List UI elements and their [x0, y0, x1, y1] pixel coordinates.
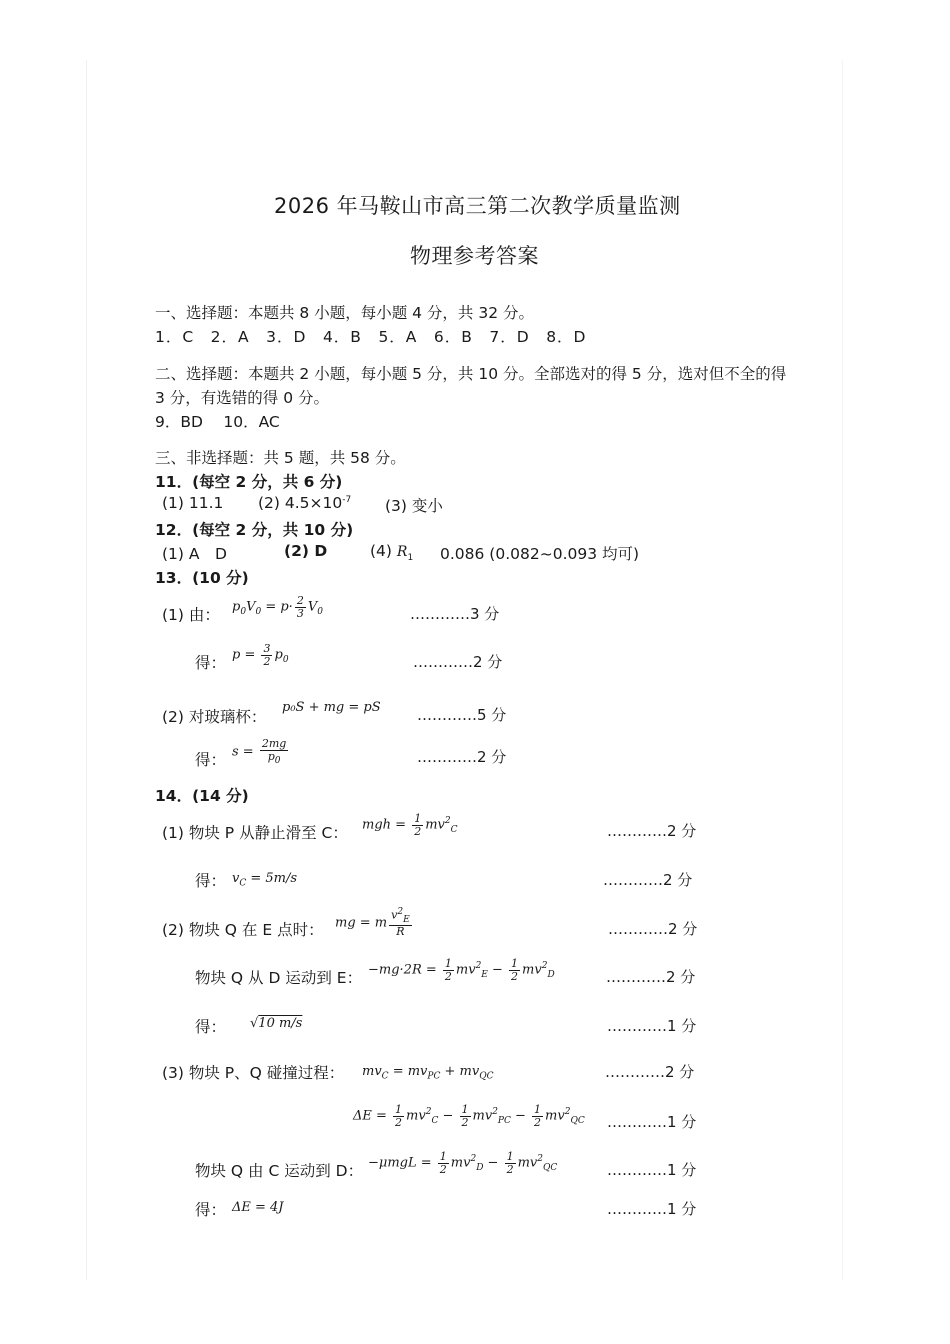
q14-step9-label: 得： [195, 1201, 227, 1219]
q14-step3-equation: mg = m $\frac{v^2_E}{R}$ [335, 907, 410, 939]
q14-step4-equation: −mg·2R = $\frac{1}{2}$ $mv^2_E$ − $\frac{1}{2}$ $mv^2_D$ [368, 957, 555, 983]
q12-heading: 12．(每空 2 分，共 10 分) [155, 521, 354, 539]
q14-step5-score: …………1 分 [607, 1017, 697, 1035]
q12-answer-4: (4) $R_1$ [370, 542, 414, 564]
q11-answer-1: (1) 11.1 [162, 494, 224, 512]
q13-step1-label: (1) 由： [162, 606, 220, 624]
q13-step3-label: (2) 对玻璃杯： [162, 708, 267, 726]
q14-step5-equation: √10 m/s [250, 1016, 303, 1031]
q14-step2-label: 得： [195, 872, 227, 890]
q13-step2-label: 得： [195, 654, 227, 672]
q14-step4-label: 物块 Q 从 D 运动到 E： [195, 969, 363, 987]
q14-heading: 14．(14 分) [155, 787, 249, 805]
q14-step7-score: …………1 分 [607, 1113, 697, 1131]
section-2-answers: 9．BD 10．AC [155, 413, 280, 431]
q14-step1-label: (1) 物块 P 从静止滑至 C： [162, 824, 348, 842]
section-3-heading: 三、非选择题：共 5 题，共 58 分。 [155, 449, 406, 467]
q14-step1-equation: mgh = $\frac{1}{2}$ $mv^2_C$ [362, 812, 458, 838]
q14-step3-score: …………2 分 [608, 920, 698, 938]
q12-answer-4-value: 0.086 (0.082~0.093 均可) [440, 545, 640, 563]
page-title: 2026 年马鞍山市高三第二次教学质量监测 [274, 194, 681, 218]
q11-answer-3: (3) 变小 [385, 497, 443, 515]
q14-step2-equation: $v_C = 5m/s$ [232, 871, 298, 889]
q13-step1-score: …………3 分 [410, 605, 500, 623]
q12-answer-1: (1) A D [162, 545, 227, 563]
q14-step5-label: 得： [195, 1018, 227, 1036]
q11-heading: 11．(每空 2 分，共 6 分) [155, 473, 343, 491]
q14-step8-score: …………1 分 [607, 1161, 697, 1179]
q11-answer-2: (2) $4.5\times 10^{-7}$ [258, 494, 352, 512]
scan-edge-right [842, 60, 843, 1280]
q14-step2-score: …………2 分 [603, 871, 693, 889]
section-1-heading: 一、选择题：本题共 8 小题，每小题 4 分，共 32 分。 [155, 304, 535, 322]
q14-step9-equation: ΔE = 4J [232, 1200, 284, 1215]
q14-step4-score: …………2 分 [606, 968, 696, 986]
section-1-answers: 1．C 2．A 3．D 4．B 5．A 6．B 7．D 8．D [155, 328, 587, 346]
q14-step6-equation: $mv_C = mv_{PC} + mv_{QC}$ [362, 1064, 494, 1082]
q14-step9-score: …………1 分 [607, 1200, 697, 1218]
q13-step1-equation: $p_0V_0 = p\cdot$ $\frac{2}{3}$ $V_0$ [232, 594, 323, 620]
q14-step3-label: (2) 物块 Q 在 E 点时： [162, 921, 324, 939]
q13-step2-score: …………2 分 [413, 653, 503, 671]
q14-step8-label: 物块 Q 由 C 运动到 D： [195, 1162, 364, 1180]
q13-step4-score: …………2 分 [417, 748, 507, 766]
q13-step4-label: 得： [195, 751, 227, 769]
q13-step4-equation: s = $\frac{2mg}{p_0}$ [232, 737, 287, 766]
scan-edge-left [86, 60, 87, 1280]
page-subtitle: 物理参考答案 [410, 244, 539, 268]
q14-step8-equation: −μmgL = $\frac{1}{2}$ $mv^2_D$ − $\frac{1}{2}$ $mv^2_{QC}$ [368, 1150, 558, 1176]
section-2-heading-line1: 二、选择题：本题共 2 小题，每小题 5 分，共 10 分。全部选对的得 5 分，选对但不全的得 [155, 365, 787, 383]
q13-heading: 13．(10 分) [155, 569, 249, 587]
q14-step6-label: (3) 物块 P、Q 碰撞过程： [162, 1064, 345, 1082]
q12-answer-2: (2) D [284, 542, 328, 560]
q13-step3-equation: p₀S + mg = pS [282, 700, 381, 715]
q14-step6-score: …………2 分 [605, 1063, 695, 1081]
q13-step3-score: …………5 分 [417, 706, 507, 724]
q14-step1-score: …………2 分 [607, 822, 697, 840]
q14-step7-equation: ΔE = $\frac{1}{2}$ $mv^2_C$ − $\frac{1}{2}$ $mv^2_{PC}$ − $\frac{1}{2}$ $mv^2_{QC}$ [353, 1103, 585, 1129]
q13-step2-equation: p = $\frac{3}{2}$ $p_0$ [232, 642, 289, 668]
section-2-heading-line2: 3 分，有选错的得 0 分。 [155, 389, 330, 407]
